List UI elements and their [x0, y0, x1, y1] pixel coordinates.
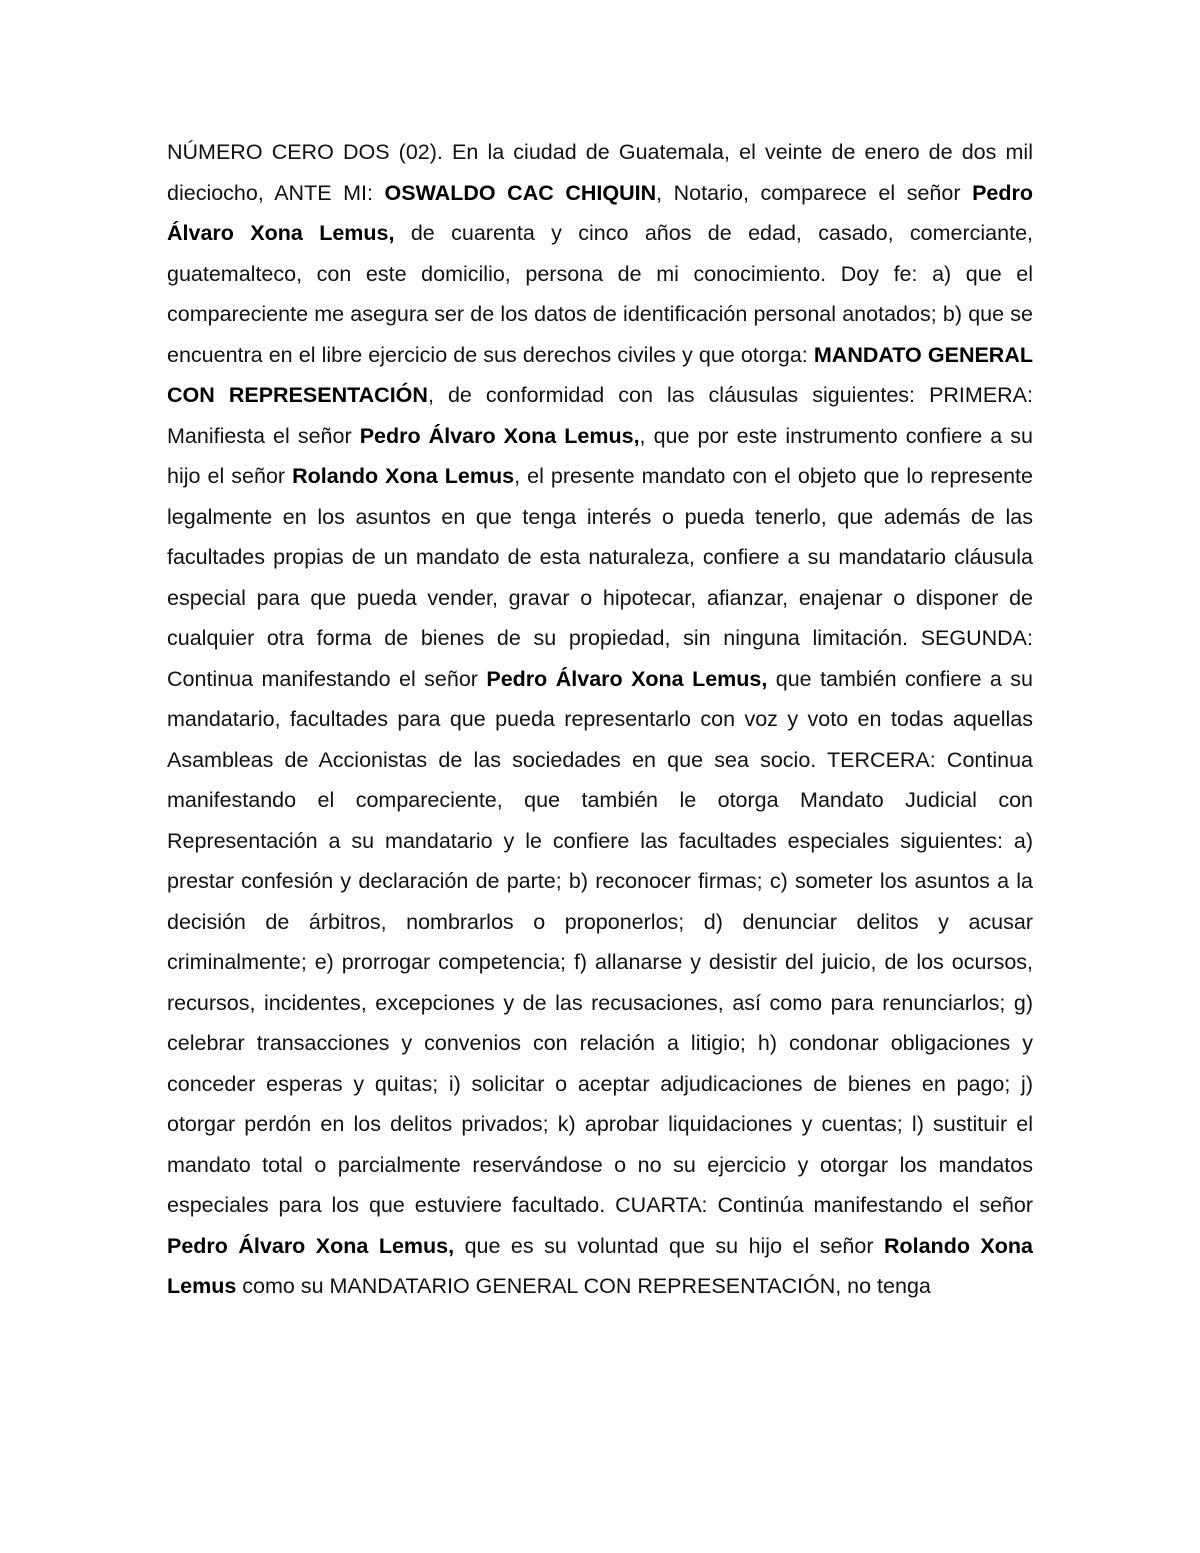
mandate-title: MANDATO GENERAL CON REPRESENTACIÓN: [167, 342, 1033, 407]
text-segment: NÚMERO CERO DOS (02). En la ciudad de Guatemala, el veinte de enero de dos mil dieciocho, ANTE MI:: [167, 140, 1033, 205]
grantor-name: Pedro Álvaro Xona Lemus,: [167, 180, 1034, 245]
text-segment: , de conformidad con las cláusulas siguientes: PRIMERA: Manifiesta el señor: [167, 383, 1033, 448]
notary-name: OSWALDO CAC CHIQUIN: [384, 180, 657, 205]
text-segment: de cuarenta y cinco años de edad, casado, comerciante, guatemalteco, con este domicilio, persona de mi conocimiento. Doy fe: a) que el compareciente me asegura ser de los datos de identificación personal anotados; b) que se encuentra en el libre ejercicio de sus derechos civiles y que otorga:: [167, 221, 1033, 367]
agent-name: Rolando Xona Lemus: [167, 1233, 1033, 1298]
grantor-name: Pedro Álvaro Xona Lemus,: [486, 666, 768, 691]
grantor-name: Pedro Álvaro Xona Lemus,: [359, 423, 640, 448]
body-paragraph: [167, 132, 1033, 1307]
text-segment: como su MANDATARIO GENERAL CON REPRESENTACIÓN, no tenga: [236, 1274, 931, 1298]
text-segment: , Notario, comparece el señor: [656, 180, 973, 205]
agent-name: Rolando Xona Lemus: [292, 464, 515, 488]
text-segment: , el presente mandato con el objeto que lo represente legalmente en los asuntos en que tenga interés o pueda tenerlo, que además de las facultades propias de un mandato de esta naturaleza, confiere a su mandatario cláusula especial para que pueda vender, gravar o hipotecar, afianzar, enajenar o disponer de cualquier otra forma de bienes de su propiedad, sin ninguna limitación. SEGUNDA: Continua manifestando el señor: [167, 464, 1033, 691]
grantor-name: Pedro Álvaro Xona Lemus,: [167, 1233, 455, 1258]
text-segment: que es su voluntad que su hijo el señor: [454, 1233, 884, 1258]
text-segment: , que por este instrumento confiere a su hijo el señor: [167, 423, 1033, 488]
text-segment: que también confiere a su mandatario, facultades para que pueda representarlo con voz y voto en todas aquellas Asambleas de Accionistas de las sociedades en que sea socio. TERCERA: Continua manifestando el compareciente, que también le otorga Mandato Judicial con Representación a su mandatario y le confiere las facultades especiales siguientes: a) prestar confesión y declaración de parte; b) reconocer firmas; c) someter los asuntos a la decisión de árbitros, nombrarlos o proponerlos; d) denunciar delitos y acusar criminalmente; e) prorrogar competencia; f) allanarse y desistir del juicio, de los ocursos, recursos, incidentes, excepciones y de las recusaciones, así como para renunciarlos; g) celebrar transacciones y convenios con relación a litigio; h) condonar obligaciones y conceder esperas y quitas; i) solicitar o aceptar adjudicaciones de bienes en pago; j) otorgar perdón en los delitos privados; k) aprobar liquidaciones y cuentas; l) sustituir el mandato total o parcialmente reservándose o no su ejercicio y otorgar los mandatos especiales para los que estuviere facultado. CUARTA: Continúa manifestando el señor: [167, 666, 1033, 1217]
document-body: [167, 132, 1033, 1307]
